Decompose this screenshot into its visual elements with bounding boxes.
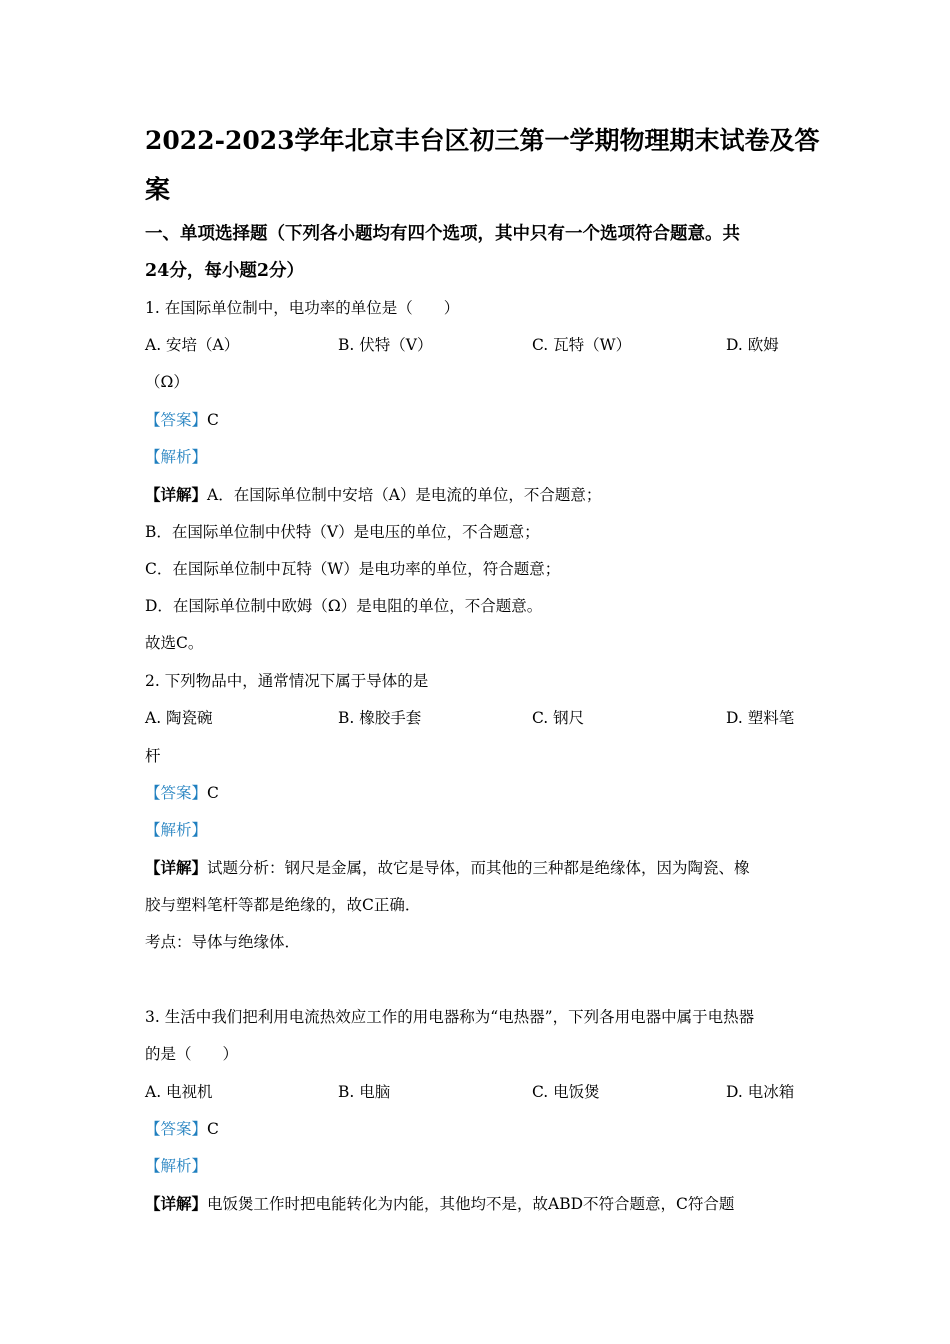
q2-option-c: C. 钢尺 bbox=[532, 709, 585, 727]
q3-detail-line-1 bbox=[145, 1193, 734, 1215]
q1-option-c: C. 瓦特（W） bbox=[532, 336, 632, 354]
q2-option-d-wrap: 杆 bbox=[145, 747, 161, 765]
q1-option-d-wrap: （Ω） bbox=[145, 373, 189, 391]
q3-analysis-tag: 【解析】 bbox=[145, 1157, 208, 1175]
q3-option-c: C. 电饭煲 bbox=[532, 1083, 600, 1101]
q2-detail-line-2: 胶与塑料笔杆等都是绝缘的，故C正确． bbox=[145, 896, 421, 914]
q3-option-d: D. 电冰箱 bbox=[726, 1083, 795, 1101]
q1-detail-line-1 bbox=[145, 484, 601, 506]
answer-value: C bbox=[207, 411, 219, 429]
q3-stem-line-1: 3. 生活中我们把利用电流热效应工作的用电器称为“电热器”，下列各用电器中属于电热器 bbox=[145, 1008, 755, 1026]
q3-option-b: B. 电脑 bbox=[338, 1083, 391, 1101]
q1-detail-line-4: D．在国际单位制中欧姆（Ω）是电阻的单位，不合题意。 bbox=[145, 597, 543, 615]
q1-detail-line-2: B．在国际单位制中伏特（V）是电压的单位，不合题意； bbox=[145, 523, 540, 541]
q1-option-b: B. 伏特（V） bbox=[338, 336, 433, 354]
q1-detail-line-3: C．在国际单位制中瓦特（W）是电功率的单位，符合题意； bbox=[145, 560, 561, 578]
detail-text: A．在国际单位制中安培（A）是电流的单位，不合题意； bbox=[207, 486, 602, 504]
q2-knowledge-point: 考点：导体与绝缘体． bbox=[145, 933, 301, 951]
q2-option-a: A. 陶瓷碗 bbox=[145, 709, 213, 727]
q3-stem-line-2: 的是（ ） bbox=[145, 1045, 239, 1063]
section-heading-line-1: 一、单项选择题（下列各小题均有四个选项，其中只有一个选项符合题意。共 bbox=[145, 224, 740, 244]
answer-value: C bbox=[207, 784, 219, 802]
section-heading-line-2: 24分，每小题2分） bbox=[145, 261, 305, 281]
answer-tag: 【答案】 bbox=[145, 784, 208, 802]
document-title-line-1: 2022-2023学年北京丰台区初三第一学期物理期末试卷及答 bbox=[145, 126, 820, 155]
q1-answer bbox=[145, 409, 219, 431]
answer-value: C bbox=[207, 1120, 219, 1138]
q3-answer bbox=[145, 1118, 219, 1140]
q2-option-b: B. 橡胶手套 bbox=[338, 709, 422, 727]
q2-analysis-tag: 【解析】 bbox=[145, 821, 208, 839]
detail-tag: 【详解】 bbox=[145, 858, 208, 877]
answer-tag: 【答案】 bbox=[145, 1120, 208, 1138]
detail-tag: 【详解】 bbox=[145, 485, 208, 504]
q1-option-d: D. 欧姆 bbox=[726, 336, 779, 354]
detail-text: 试题分析：钢尺是金属，故它是导体，而其他的三种都是绝缘体，因为陶瓷、橡 bbox=[207, 859, 750, 877]
detail-tag: 【详解】 bbox=[145, 1194, 208, 1213]
q3-option-a: A. 电视机 bbox=[145, 1083, 213, 1101]
q2-detail-line-1 bbox=[145, 857, 750, 879]
q2-answer bbox=[145, 782, 219, 804]
answer-tag: 【答案】 bbox=[145, 411, 208, 429]
q1-conclusion: 故选C。 bbox=[145, 634, 204, 652]
document-title-line-2: 案 bbox=[145, 175, 171, 204]
q1-analysis-tag: 【解析】 bbox=[145, 448, 208, 466]
q2-option-d: D. 塑料笔 bbox=[726, 709, 795, 727]
q1-stem: 1. 在国际单位制中，电功率的单位是（ ） bbox=[145, 299, 460, 317]
q1-option-a: A. 安培（A） bbox=[145, 336, 240, 354]
q2-stem: 2. 下列物品中，通常情况下属于导体的是 bbox=[145, 672, 429, 690]
detail-text: 电饭煲工作时把电能转化为内能，其他均不是，故ABD不符合题意，C符合题 bbox=[207, 1195, 735, 1213]
